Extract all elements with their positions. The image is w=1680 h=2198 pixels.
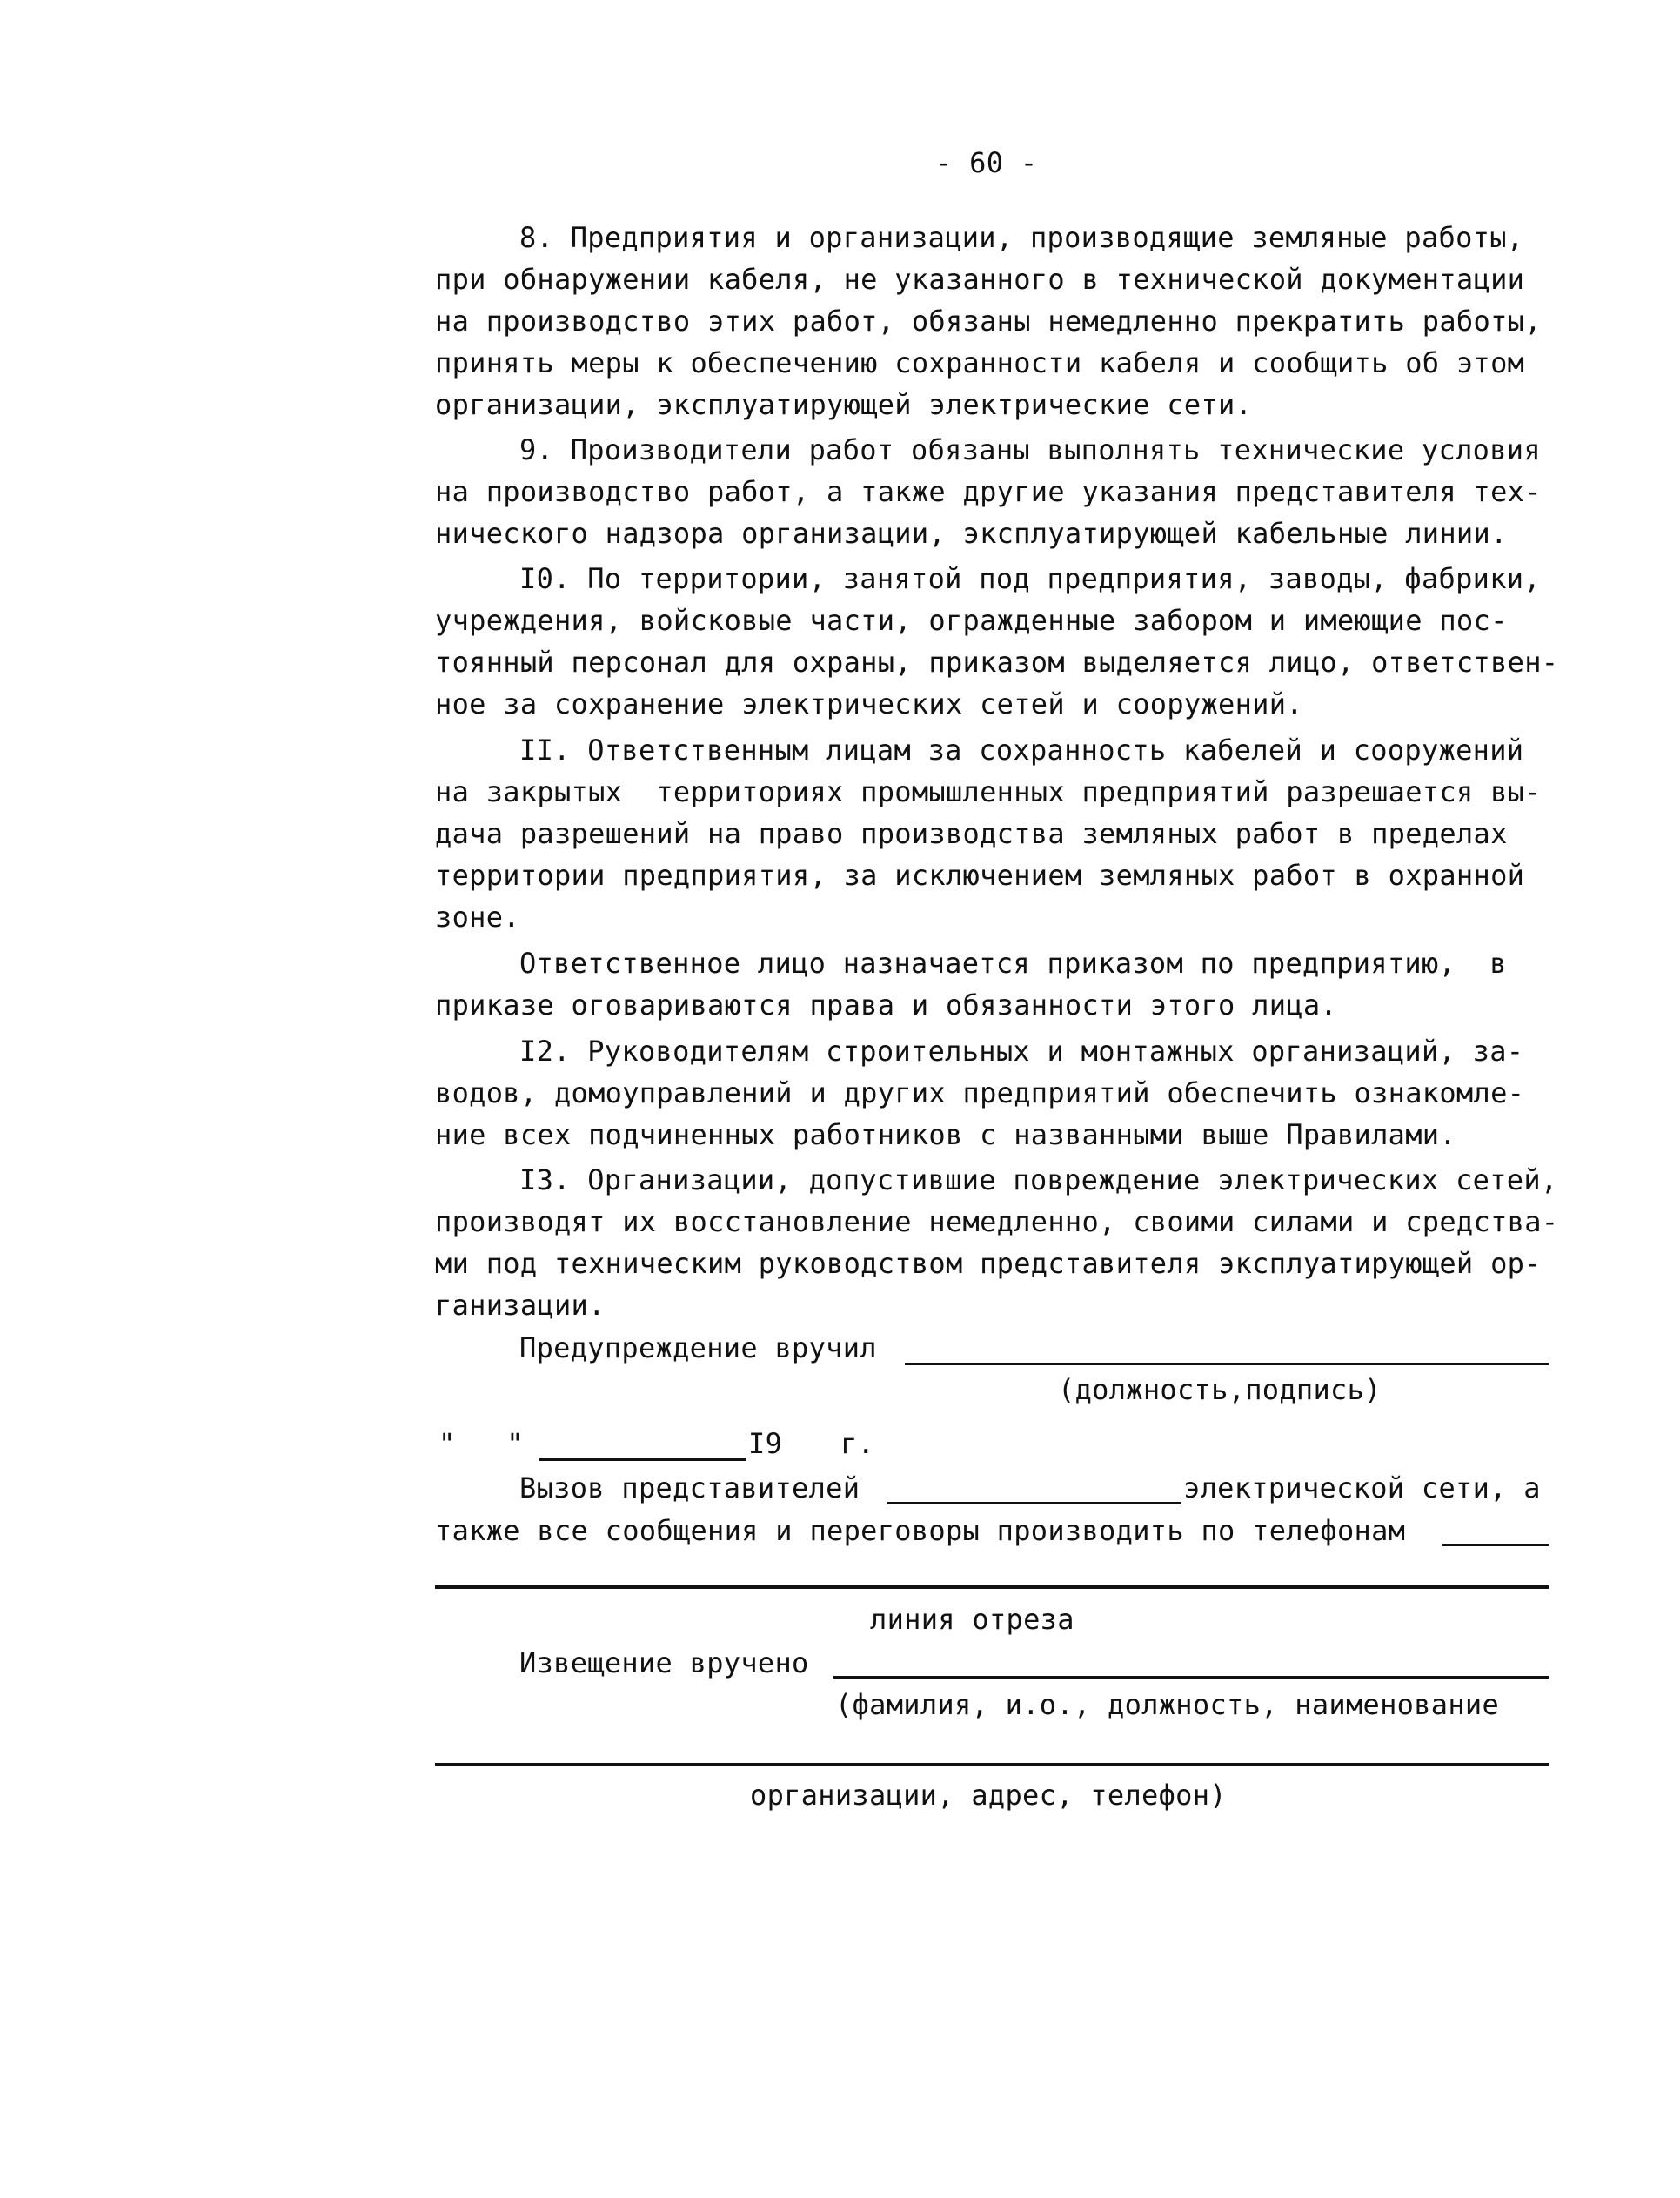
paragraph-12-line-2: водов, домоуправлений и других предприятий обеспечить ознакомле- xyxy=(435,1076,1525,1109)
paragraph-8-line-4: принять меры к обеспечению сохранности кабеля и сообщить об этом xyxy=(435,346,1525,379)
paragraph-11-line-1: II. Ответственным лицам за сохранность кабелей и сооружений xyxy=(519,734,1524,767)
paragraph-8-line-1: 8. Предприятия и организации, производящие земляные работы, xyxy=(519,221,1524,254)
notice-caption-1: (фамилия, и.о., должность, наименование xyxy=(835,1688,1500,1721)
call-network-line[interactable] xyxy=(887,1502,1181,1504)
paragraph-13-line-2: производят их восстановление немедленно, своими силами и средства- xyxy=(435,1205,1559,1238)
paragraph-10-line-4: ное за сохранение электрических сетей и сооружений. xyxy=(435,687,1303,720)
paragraph-13-line-1: I3. Организации, допустившие повреждение электрических сетей, xyxy=(519,1163,1558,1196)
paragraph-11-line-4: территории предприятия, за исключением земляных работ в охранной xyxy=(435,859,1525,892)
phone-continuation-line[interactable] xyxy=(435,1585,1549,1589)
paragraph-8-line-3: на производство этих работ, обязаны немедленно прекратить работы, xyxy=(435,305,1542,338)
paragraph-9-line-2: на производство работ, а также другие указания представителя тех- xyxy=(435,475,1542,508)
paragraph-13-line-4: ганизации. xyxy=(435,1289,606,1322)
paragraph-10-line-2: учреждения, войсковые части, огражденные забором и имеющие пос- xyxy=(435,604,1508,637)
paragraph-12-line-1: I2. Руководителям строительных и монтажных организаций, за- xyxy=(519,1035,1524,1068)
date-month-line[interactable] xyxy=(539,1458,746,1461)
call-label: Вызов представителей xyxy=(519,1471,860,1504)
paragraph-13-line-3: ми под техническим руководством представителя эксплуатирующей ор- xyxy=(435,1247,1542,1280)
warning-label: Предупреждение вручил xyxy=(519,1331,877,1364)
date-quotes: " " xyxy=(438,1427,524,1460)
date-year: I9 xyxy=(748,1427,783,1460)
paragraph-9-line-1: 9. Производители работ обязаны выполнять технические условия xyxy=(519,433,1541,466)
paragraph-11-line-3: дача разрешений на право производства земляных работ в пределах xyxy=(435,817,1508,850)
paragraph-9-line-3: нического надзора организации, эксплуатирующей кабельные линии. xyxy=(435,517,1508,550)
paragraph-8-line-2: при обнаружении кабеля, не указанного в технической документации xyxy=(435,263,1525,296)
paragraph-8-line-5: организации, эксплуатирующей электрические сети. xyxy=(435,388,1253,421)
notice-continuation-line[interactable] xyxy=(435,1763,1549,1766)
phone-number-line[interactable] xyxy=(1442,1544,1549,1546)
warning-caption: (должность,подпись) xyxy=(1058,1373,1382,1406)
paragraph-12-line-3: ние всех подчиненных работников с названными выше Правилами. xyxy=(435,1118,1456,1151)
paragraph-11-line-2: на закрытых территориях промышленных предприятий разрешается вы- xyxy=(435,775,1542,808)
warning-signature-line[interactable] xyxy=(905,1363,1549,1365)
call-line-2: также все сообщения и переговоры производить по телефонам xyxy=(435,1514,1406,1547)
notice-recipient-line[interactable] xyxy=(833,1676,1549,1679)
notice-label: Извещение вручено xyxy=(519,1646,809,1679)
notice-caption-2: организации, адрес, телефон) xyxy=(750,1779,1227,1812)
call-suffix: электрической сети, а xyxy=(1183,1471,1541,1504)
page-number: - 60 - xyxy=(935,146,1038,179)
cut-line-label: линия отреза xyxy=(870,1603,1074,1636)
paragraph-10-line-3: тоянный персонал для охраны, приказом выделяется лицо, ответствен- xyxy=(435,646,1559,679)
paragraph-10-line-1: I0. По территории, занятой под предприятия, заводы, фабрики, xyxy=(519,562,1541,595)
date-suffix: г. xyxy=(840,1427,875,1460)
paragraph-11b-line-1: Ответственное лицо назначается приказом по предприятию, в xyxy=(519,947,1507,980)
paragraph-11-line-5: зоне. xyxy=(435,901,520,934)
paragraph-11b-line-2: приказе оговариваются права и обязанности этого лица. xyxy=(435,988,1337,1022)
